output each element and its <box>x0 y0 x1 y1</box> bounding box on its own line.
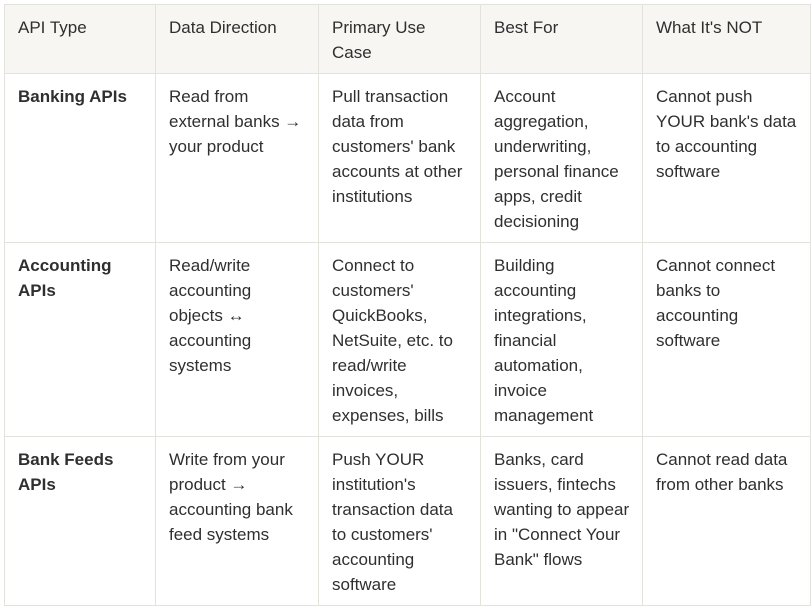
cell-primary-use-case: Connect to customers' QuickBooks, NetSuite, etc. to read/write invoices, expenses, bills <box>319 243 481 437</box>
cell-best-for: Building accounting integrations, financial automation, invoice management <box>481 243 643 437</box>
cell-best-for: Banks, card issuers, fintechs wanting to appear in "Connect Your Bank" flows <box>481 437 643 606</box>
cell-primary-use-case: Push YOUR institution's transaction data to customers' accounting software <box>319 437 481 606</box>
cell-api-type: Bank Feeds APIs <box>5 437 156 606</box>
header-api-type: API Type <box>5 5 156 74</box>
cell-primary-use-case: Pull transaction data from customers' bank accounts at other institutions <box>319 74 481 243</box>
cell-api-type: Accounting APIs <box>5 243 156 437</box>
header-data-direction: Data Direction <box>156 5 319 74</box>
cell-what-its-not: Cannot connect banks to accounting software <box>643 243 811 437</box>
cell-best-for: Account aggregation, underwriting, personal finance apps, credit decisioning <box>481 74 643 243</box>
table-row <box>5 437 811 606</box>
cell-data-direction: Read from external banks → your product <box>156 74 319 243</box>
table-row <box>5 243 811 437</box>
cell-data-direction: Write from your product → accounting bank feed systems <box>156 437 319 606</box>
header-primary-use-case: Primary Use Case <box>319 5 481 74</box>
cell-api-type: Banking APIs <box>5 74 156 243</box>
table-header-row <box>5 5 811 74</box>
cell-what-its-not: Cannot push YOUR bank's data to accounting software <box>643 74 811 243</box>
header-best-for: Best For <box>481 5 643 74</box>
api-comparison-table <box>4 4 811 606</box>
cell-data-direction: Read/write accounting objects ↔ accounting systems <box>156 243 319 437</box>
header-what-its-not: What It's NOT <box>643 5 811 74</box>
cell-what-its-not: Cannot read data from other banks <box>643 437 811 606</box>
table-row <box>5 74 811 243</box>
